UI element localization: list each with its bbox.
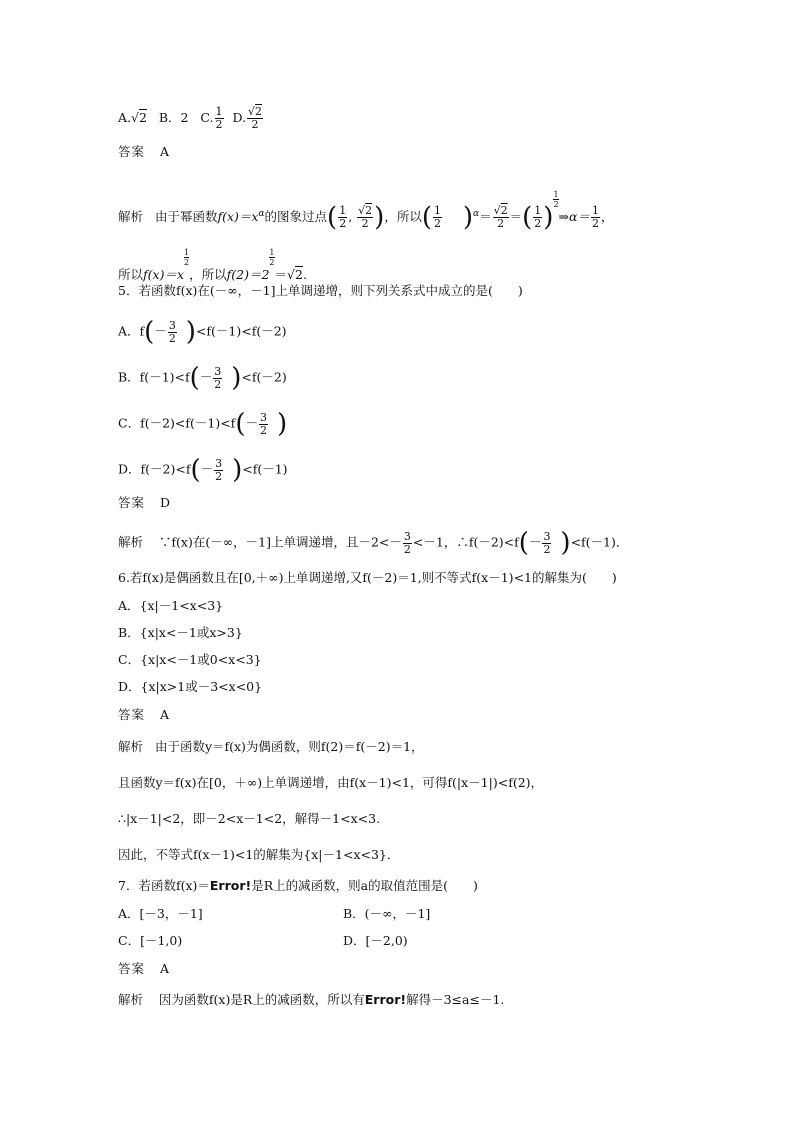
q5-answer: 答案 D [118,495,171,510]
q6-option-d: D．{x|x>1或－3<x<0} [118,679,263,694]
q4-option-c-label: C. [200,110,214,125]
q4-options: A.√2 B．2 C. $\frac{1}{2}$ D. $\frac{√2}{2}$ [118,105,263,131]
q4-option-a-label: A. [118,110,132,125]
q5-option-b: B．f(－1)<f(－ $\frac{3}{2}$ )<f(－2) [118,363,287,393]
q7-answer: 答案 A [118,961,170,976]
q4-analysis-line1: 解析 由于幂函数$f(x)=x^\alpha$的图象过点( $\frac{1}{2}$ , $\frac{√2}{2}$ )，所以( $\frac{1}{2}$ )$^\alpha$＝ $\frac{√2}{2}$ ＝( $\frac{1}{2}$ ) $\frac{1}{2}$ ⇒α＝ $\frac{1}{2}$ ， [118,190,614,233]
q6-analysis-line2: 且函数y＝f(x)在[0，＋∞)上单调递增，由f(x－1)<1，可得f(|x－1|)<f(2)， [118,775,544,790]
q6-option-b: B．{x|x<－1或x>3} [118,625,243,640]
q4-option-c-fraction: $\frac{1}{2}$ [215,105,223,131]
q5-stem: 5．若函数f(x)在(－∞，－1]上单调递增，则下列关系式中成立的是( ) [118,283,523,298]
q5-option-d: D．f(－2)<f(－ $\frac{3}{2}$ )<f(－1) [118,455,288,485]
q6-option-c: C．{x|x<－1或0<x<3} [118,652,262,667]
q4-analysis-line2: 所以f(x)＝x $\frac{1}{2}$ ，所以f(2)＝2 $\frac{1}{2}$ ＝√2. [118,248,307,282]
q4-answer: 答案 A [118,144,170,159]
q4-option-b: B．2 [158,110,189,125]
q7-option-a: A．[－3，－1] [118,906,203,921]
q6-stem: 6.若f(x)是偶函数且在[0,＋∞)上单调递增,又f(－2)＝1,则不等式f(x－1)<1的解集为( ) [118,570,617,585]
q6-analysis-line4: 因此，不等式f(x－1)<1的解集为{x|－1<x<3}． [118,847,400,862]
q5-option-a: A．f(－ $\frac{3}{2}$ )<f(－1)<f(－2) [118,317,287,347]
q4-option-d-label: D. [232,110,247,125]
q6-answer: 答案 A [118,707,170,722]
q4-option-d-fraction: $\frac{√2}{2}$ [248,105,263,131]
q5-option-c: C．f(－2)<f(－1)<f(－ $\frac{3}{2}$ ) [118,409,288,439]
q7-option-c: C．[－1,0) [118,933,183,948]
q6-analysis-line3: ∴|x－1|<2，即－2<x－1<2，解得－1<x<3. [118,811,381,826]
q7-stem: 7．若函数f(x)＝Error!是R上的减函数，则a的取值范围是( ) [118,878,478,893]
analysis-label: 解析 [118,209,144,224]
q7-option-d: D．[－2,0) [343,933,408,948]
q6-option-a: A．{x|－1<x<3} [118,598,224,613]
q6-analysis-line1: 解析 由于函数y＝f(x)为偶函数，则f(2)＝f(－2)＝1， [118,739,424,754]
q7-option-b: B．(－∞，－1] [343,906,431,921]
q4-option-a-value: 2 [138,110,147,125]
q5-analysis: 解析 ∵f(x)在(－∞，－1]上单调递增，且－2<－ $\frac{3}{2}$ <－1，∴f(－2)<f(－ $\frac{3}{2}$ )<f(－1)． [118,528,629,558]
q7-analysis: 解析 因为函数f(x)是R上的减函数，所以有Error!解得－3≤a≤－1. [118,992,505,1007]
